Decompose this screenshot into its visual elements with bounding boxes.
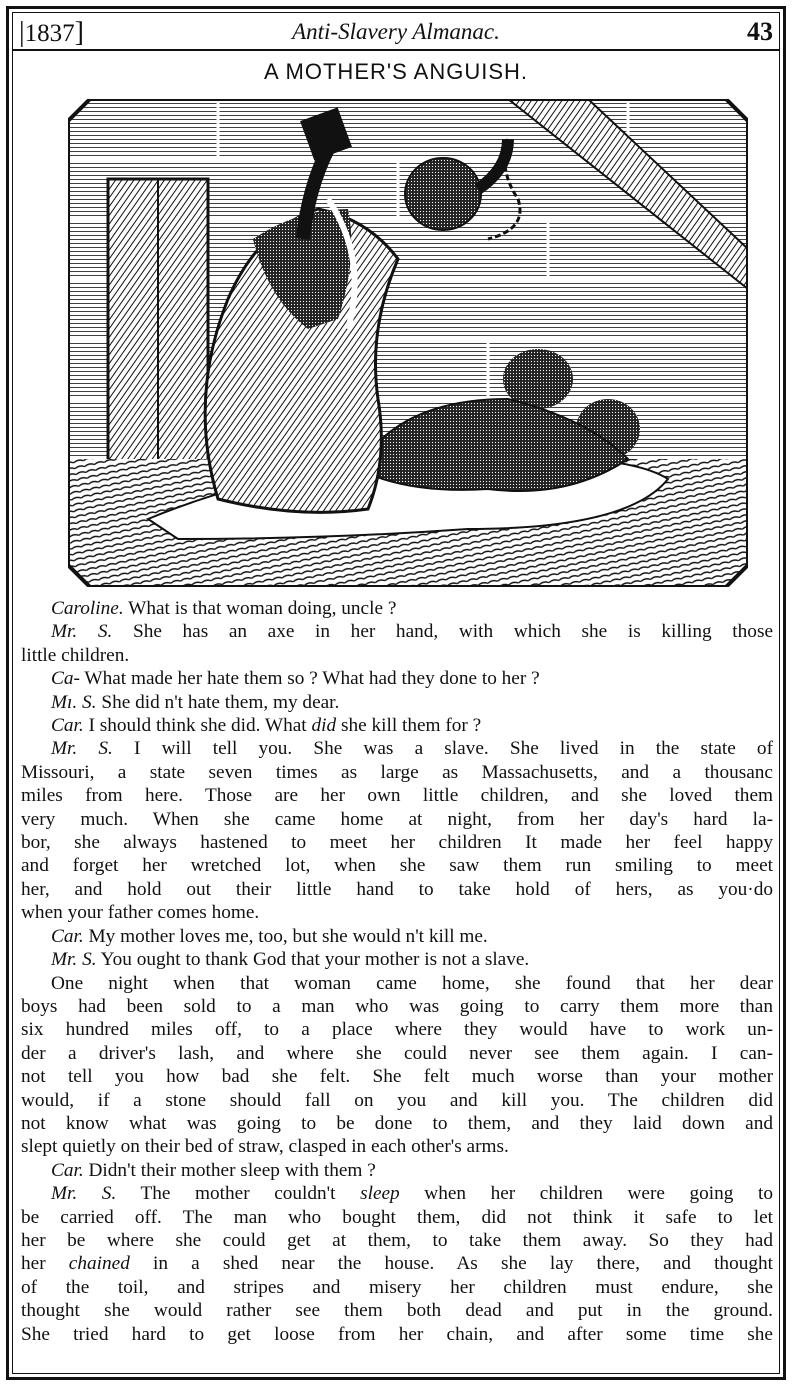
line-text: not tell you how bad she felt. She felt much worse than your mother	[21, 1066, 773, 1088]
line-text-after: when her children were going to	[399, 1183, 773, 1205]
text-line	[21, 1112, 773, 1135]
text-line	[21, 1323, 773, 1346]
line-text: One night when that woman came home, she found that her dear	[51, 972, 773, 994]
line-text: I should think she did. What	[83, 715, 312, 737]
text-line	[21, 1299, 773, 1322]
line-text: would, if a stone should fall on you and kill you. The children did	[21, 1089, 773, 1111]
line-text: She tried hard to get loose from her chain, and after some time she	[21, 1323, 773, 1345]
article-body	[21, 597, 773, 1346]
line-text: The mother couldn't	[116, 1183, 361, 1205]
line-text: six hundred miles off, to a place where they would have to work un-	[21, 1019, 773, 1041]
text-line	[21, 1135, 773, 1158]
header-running-title: Anti-Slavery Almanac.	[292, 19, 500, 44]
engraving-icon	[68, 99, 748, 587]
text-line	[21, 691, 773, 714]
text-line	[21, 901, 773, 924]
text-line	[21, 1159, 773, 1182]
speaker-name: Car.	[51, 1159, 84, 1181]
line-text: and forget her wretched lot, when she saw them run smiling to meet	[21, 855, 773, 877]
speaker-name: Mr. S.	[51, 1183, 117, 1205]
line-text: I will tell you. She was a slave. She lived in the state of	[112, 738, 773, 760]
line-text: thought she would rather see them both dead and put in the ground.	[21, 1300, 773, 1322]
text-line	[21, 597, 773, 620]
text-line	[21, 737, 773, 760]
line-text: very much. When she came home at night, from her day's hard la-	[21, 808, 773, 830]
text-line	[21, 784, 773, 807]
line-text: be carried off. The man who bought them, did not think it safe to let	[21, 1206, 773, 1228]
line-text: Didn't their mother sleep with them ?	[83, 1159, 376, 1181]
emphasis-text: chained	[68, 1253, 130, 1275]
line-text: Missouri, a state seven times as large as Massachusetts, and a thousanc	[21, 761, 773, 783]
speaker-name: Caroline.	[51, 598, 124, 619]
line-text: My mother loves me, too, but she would n't kill me.	[83, 925, 488, 947]
line-text: der a driver's lash, and where she could never see them again. I can-	[21, 1042, 773, 1064]
text-line	[21, 1018, 773, 1041]
text-line	[21, 1229, 773, 1252]
header-page-number: 43	[747, 17, 773, 46]
speaker-name: Mr. S.	[51, 621, 113, 643]
speaker-name: Mr. S.	[51, 949, 97, 971]
line-text: What made her hate them so ? What had they done to her ?	[79, 668, 540, 690]
line-text: not know what was going to be done to them, and they laid down and	[21, 1112, 773, 1134]
text-line	[21, 948, 773, 971]
line-text: bor, she always hastened to meet her children It made her feel happy	[21, 832, 773, 854]
header-year: |1837]	[19, 17, 84, 48]
text-line	[21, 831, 773, 854]
line-text: her be where she could get at them, to take them away. So they had	[21, 1229, 773, 1251]
speaker-name: Car.	[51, 925, 84, 947]
line-text: her, and hold out their little hand to take hold of hers, as you·do	[21, 878, 773, 900]
line-text: her	[21, 1253, 69, 1275]
page-inner-border	[12, 12, 780, 1374]
line-text: little children.	[21, 644, 130, 666]
line-text: miles from here. Those are her own little children, and she loved them	[21, 785, 773, 807]
line-text: when your father comes home.	[21, 902, 260, 924]
text-line	[21, 854, 773, 877]
line-text: boys had been sold to a man who was going to carry them more than	[21, 995, 773, 1017]
text-line	[21, 1042, 773, 1065]
article-title: A MOTHER'S ANGUISH.	[263, 59, 529, 84]
text-line	[21, 1252, 773, 1275]
line-text: She did n't hate them, my dear.	[96, 691, 340, 713]
line-text-after: in a shed near the house. As she lay there, and thought	[129, 1253, 773, 1275]
text-line	[21, 667, 773, 690]
speaker-name: Mı. S.	[51, 691, 97, 713]
page-frame	[6, 6, 786, 1380]
speaker-name: Mr. S.	[51, 738, 113, 760]
text-line	[21, 1182, 773, 1205]
text-line	[21, 761, 773, 784]
emphasis-text: sleep	[360, 1183, 400, 1205]
running-header	[13, 13, 779, 51]
text-line	[21, 925, 773, 948]
text-line	[21, 878, 773, 901]
line-text: She has an axe in her hand, with which she is killing those	[112, 621, 774, 643]
text-line	[21, 1065, 773, 1088]
text-line	[21, 644, 773, 667]
text-line	[21, 714, 773, 737]
line-text: slept quietly on their bed of straw, clasped in each other's arms.	[21, 1136, 509, 1158]
text-line	[21, 808, 773, 831]
line-text: You ought to thank God that your mother is not a slave.	[96, 949, 530, 971]
line-text-after: she kill them for ?	[336, 715, 482, 737]
speaker-name: Ca-	[51, 668, 80, 690]
text-line	[21, 972, 773, 995]
emphasis-text: did	[311, 715, 337, 737]
line-text: What is that woman doing, uncle ?	[123, 598, 397, 619]
text-line	[21, 995, 773, 1018]
text-line	[21, 620, 773, 643]
text-line	[21, 1276, 773, 1299]
speaker-name: Car.	[51, 715, 84, 737]
line-text: of the toil, and stripes and misery her children must endure, she	[21, 1276, 773, 1298]
text-line	[21, 1089, 773, 1112]
text-line	[21, 1206, 773, 1229]
